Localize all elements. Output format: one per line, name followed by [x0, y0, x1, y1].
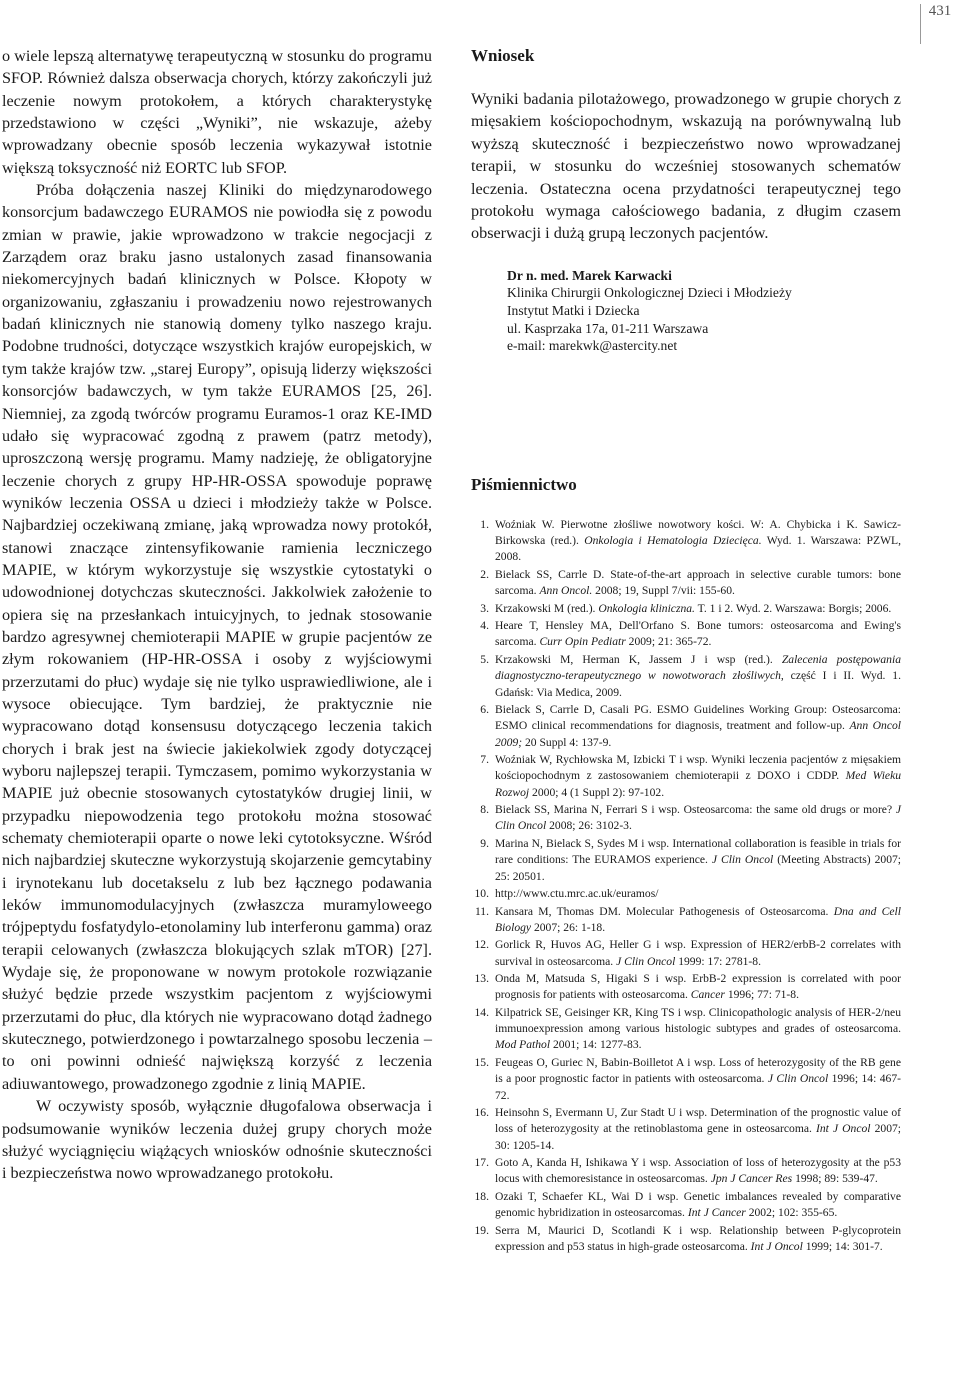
reference-details: 1999: 17: 2781-8. [675, 954, 761, 968]
reference-authors-title: Serra M, Maurici D, Scotlandi K i wsp. Relationship between P-glycoprotein expression and p53 status in high-grade osteosarcoma. [495, 1223, 901, 1253]
reference-text [495, 1224, 901, 1253]
reference-text [495, 1190, 901, 1219]
reference-item [471, 836, 901, 885]
author-address: ul. Kasprzaka 17a, 01-211 Warszawa [507, 320, 709, 336]
references-heading: Piśmiennictwo [471, 474, 577, 494]
reference-text [495, 837, 901, 883]
author-affiliation: Klinika Chirurgii Onkologicznej Dzieci i Młodzieży [507, 285, 792, 301]
reference-details: 1998; 89: 539-47. [792, 1172, 878, 1186]
body-paragraph: o wiele lepszą alternatywę terapeutyczną w stosunku do programu SFOP. Również dalsza obserwacja chorych, którzy zakończyli już leczenie nowym protokołem, a których charakterystykę przedstawiono w części „Wyniki”, nie wskazuje, ażeby wprowadzany obecnie sposób leczenia wykazywał istotnie większą toksyczność niż EORTC lub SFOP. [2, 47, 432, 177]
reference-details: 2001; 14: 1277-83. [550, 1038, 642, 1052]
reference-authors-title: Ozaki T, Schaefer KL, Wai D i wsp. Genetic imbalances revealed by comparative genomic hybridization in osteosarcomas. [495, 1189, 901, 1220]
reference-text [495, 602, 891, 615]
reference-number: 9. [480, 836, 489, 850]
reference-item [471, 752, 901, 801]
reference-number: 11. [474, 904, 489, 918]
reference-details: 2008; 26: 3102-3. [546, 819, 632, 833]
author-name: Dr n. med. Marek Karwacki [507, 267, 672, 283]
reference-number: 4. [480, 619, 489, 633]
reference-text [495, 1106, 901, 1152]
reference-journal: Curr Opin Pediatr [539, 635, 626, 649]
author-email: e-mail: marekwk@astercity.net [507, 338, 678, 354]
reference-authors-title: Goto A, Kanda H, Ishikawa Y i wsp. Association of loss of heterozygosity at the p53 locus with chemoresistance in osteosarcomas. [495, 1156, 901, 1186]
reference-text [495, 938, 901, 967]
reference-details: 20 Suppl 4: 137-9. [522, 735, 612, 749]
reference-journal: Ann Oncol 2009; [495, 719, 901, 749]
reference-journal: J Clin Oncol [711, 853, 774, 867]
reference-authors-title: Bielack S, Carrle D, Casali PG. ESMO Guidelines Working Group: Osteosarcoma: ESMO clinical recommendations for diagnosis, treatment and follow-up. [495, 703, 901, 733]
reference-details: 1996; 77: 71-8. [724, 988, 799, 1002]
reference-details: (Meeting Abstracts) 2007; 25: 20501. [495, 853, 902, 883]
reference-journal: Zalecenia postępowania diagnostyczno-terapeutycznego w nowotworach złośliwych, [495, 652, 902, 683]
right-column [471, 46, 901, 1256]
reference-journal: Med Wieku Rozwoj [495, 769, 902, 799]
reference-text [495, 518, 901, 564]
reference-journal: Jpn J Cancer Res [710, 1172, 793, 1186]
reference-number: 15. [474, 1055, 489, 1069]
reference-journal: Int J Oncol [750, 1239, 803, 1253]
reference-authors-title: Gorlick R, Huvos AG, Heller G i wsp. Expression of HER2/erbB-2 correlates with survival in osteosarcoma. [495, 938, 901, 968]
reference-item [471, 1105, 901, 1154]
reference-journal: J Clin Oncol [767, 1072, 829, 1086]
reference-journal: Int J Oncol [816, 1122, 871, 1136]
body-paragraph: W oczywisty sposób, wyłącznie długofalowa obserwacja i podsumowanie wyników leczenia dużej grupy chorych może służyć wyciągnięciu wiążących wniosków odnośnie skuteczności i bezpieczeństwa nowo wprowadzanego protokołu. [2, 1097, 432, 1183]
reference-authors-title: Krzakowski M, Herman K, Jassem J i wsp (red.). [495, 652, 782, 666]
reference-number: 17. [474, 1156, 489, 1170]
reference-number: 12. [474, 938, 489, 952]
reference-authors-title: Woźniak W. Pierwotne złośliwe nowotwory kości. W: A. Chybicka i K. Sawicz-Birkowska (red.). [495, 517, 901, 548]
reference-authors-title: Feugeas O, Guriec N, Babin-Boilletot A i wsp. Loss of heterozygosity of the RB gene is a poor prognostic factor in patients with osteosarcoma. [495, 1055, 901, 1086]
reference-number: 13. [474, 972, 489, 986]
reference-journal: J Clin Oncol [495, 803, 901, 833]
reference-item [471, 971, 901, 1004]
author-block [471, 267, 901, 355]
reference-item [471, 904, 901, 937]
reference-text [495, 905, 901, 934]
author-institute: Instytut Matki i Dziecka [507, 303, 640, 319]
reference-item [471, 618, 901, 651]
reference-journal: Cancer [690, 988, 725, 1002]
reference-item [471, 1155, 901, 1188]
reference-authors-title: Kansara M, Thomas DM. Molecular Pathogenesis of Osteosarcoma. [495, 904, 834, 918]
reference-journal: Ann Oncol. [539, 584, 593, 598]
reference-item [471, 652, 901, 701]
reference-authors-title: Marina N, Bielack S, Sydes M i wsp. International collaboration is feasible in trials for rare conditions: The EURAMOS experience. [495, 836, 901, 867]
reference-item [471, 702, 901, 751]
reference-number: 16. [474, 1106, 489, 1120]
reference-number: 2. [480, 567, 489, 581]
reference-number: 14. [474, 1005, 489, 1019]
reference-journal: Dna and Cell Biology [495, 904, 901, 934]
reference-item [471, 802, 901, 835]
reference-text [495, 753, 901, 799]
reference-item [471, 601, 901, 617]
reference-journal: Onkologia i Hematologia Dziecięca. [584, 534, 762, 548]
reference-number: 18. [474, 1189, 489, 1203]
reference-number: 5. [480, 652, 489, 666]
reference-text [495, 653, 901, 699]
reference-item [471, 1005, 901, 1054]
reference-text [495, 803, 901, 832]
reference-number: 19. [474, 1223, 489, 1237]
reference-details: 2007; 26: 1-18. [531, 920, 606, 934]
reference-authors-title: Bielack SS, Marina N, Ferrari S i wsp. Osteosarcoma: the same old drugs or more? [495, 803, 896, 817]
reference-item [471, 1223, 901, 1256]
reference-number: 7. [480, 753, 489, 767]
reference-journal: Mod Pathol [495, 1038, 551, 1052]
reference-item [471, 886, 901, 902]
reference-authors-title: Woźniak W, Rychłowska M, Izbicki T i wsp. Wyniki leczenia pacjentów z mięsakiem kościopochodnym z zastosowaniem chemioterapii z DOXO i CDDP. [495, 753, 901, 783]
conclusion-text: Wyniki badania pilotażowego, prowadzonego w grupie chorych z mięsakiem kościopochodnym, wskazują na porównywalną lub wyższą skuteczność i bezpieczeństwo nowo wprowadzanej terapii, w stosunku do wcześniej stosowanych schematów leczenia. Ostateczna ocena przydatności terapeutycznej tego protokołu wymaga całościowego badania, z długim czasem obserwacji i dużą grupą leczonych pacjentów. [471, 90, 901, 243]
reference-text [495, 1006, 901, 1052]
reference-authors-title: Heinsohn S, Evermann U, Zur Stadt U i wsp. Determination of the prognostic value of loss of heterozygosity at the retinoblastoma gene in osteosarcoma. [495, 1106, 901, 1136]
reference-number: 3. [480, 601, 489, 615]
reference-number: 8. [480, 803, 489, 817]
reference-item [471, 567, 901, 600]
reference-details: 1996; 14: 467-72. [495, 1072, 902, 1102]
left-column [2, 45, 432, 1185]
reference-journal: J Clin Oncol [616, 954, 676, 968]
reference-text [495, 972, 901, 1001]
reference-authors-title: Kilpatrick SE, Geisinger KR, King TS i wsp. Clinicopathologic analysis of HER-2/neu immunoexpression among various histologic subtypes and grades of osteosarcoma. [495, 1005, 901, 1036]
reference-number: 1. [480, 517, 489, 531]
reference-details: 2008; 19, Suppl 7/vii: 155-60. [592, 584, 735, 598]
reference-details: T. 1 i 2. Wyd. 2. Warszawa: Borgis; 2006. [694, 601, 892, 615]
body-paragraph: Próba dołączenia naszej Kliniki do międzynarodowego konsorcjum badawczego EURAMOS nie powiodła się z powodu zmian w prawie, jakie wprowadzono w trakcie negocjacji z Zarządem oraz braku jasno ustalonych zasad finansowania niekomercyjnych badań klinicznych w Polsce. Kłopoty w organizowaniu, zgłaszaniu i prowadzeniu nowo rejestrowanych badań klinicznych nie stanowią domeny tylko naszego kraju. Podobne trudności, dotyczące wszystkich krajów europejskich, w tym także krajów tzw. „starej Europy”, opisują liderzy większości konsorcjów badawczych, w tym także EURAMOS [25, 26]. Niemniej, za zgodą twórców programu Euramos-1 oraz KE-IMD udało się wypracować zgodną z prawem (patrz metody), uproszczoną wersję programu. Mamy nadzieję, że obligatoryjne leczenie chorych z grupy HP-HR-OSSA spowoduje poprawę wyników leczenia OSSA u dzieci i młodzieży także w Polsce. Najbardziej oczekiwaną zmianę, jaką wprowadza nowy protokół, stanowi znaczące zintensyfikowanie ramienia leczniczego MAPIE, w którym wykorzystuje się wszystkie cytostatyki o udowodnionej dotychczas skuteczności. Jakkolwiek założenie to opiera się na przesłankach intuicyjnych, to jednak stosowanie bardzo agresywnej chemioterapii MAPIE w grupie pacjentów ze złym rokowaniem (HP-HR-OSSA i osoby z wyjściowymi przerzutami do płuc) wydaje się nie tylko usprawiedliwione, ale i wysoce obiecujące. Tym bardziej, że praktycznie nie wypracowano dotąd konsensusu dotyczącego leczenia takich chorych i brak jest na świecie jakiekolwiek zgody dotyczącej wyboru najlepszej terapii. Tymczasem, pomimo wykorzystania w MAPIE już obecnie stosowanych cytostatyków drugiej linii, w przypadku niepowodzenia tego protokołu można stosować schematy chemioterapii oparte o nowe leki cytotoksyczne. Wśród nich najbardziej skuteczne wykorzystują skojarzenie gemcytabiny i irynotekanu lub docetakselu z lub bez łącznego podawania leków immunomodulacyjnych (zwłaszcza muramyloweego trójpeptydu fosfatydylo-etonolaminy lub interferonu gamma) oraz terapii celowanych (zwłaszcza blokujących szlak mTOR) [27]. Wydaje się, że proponowane w nowym protokole rozwiązanie służyć będzie przede wszystkim pacjentom z wyjściowymi przerzutami do płuc, dla których nie wypracowano dotąd żadnego skutecznego, potwierdzonego i powtarzalnego sposobu leczenia – to oni powinni odnieść największą korzyść z leczenia adiuwantowego, prowadzonego zgodnie z linią MAPIE. [2, 181, 432, 1093]
reference-authors-title: http://www.ctu.mrc.ac.uk/euramos/ [495, 887, 659, 901]
reference-details: 1999; 14: 301-7. [802, 1239, 883, 1253]
conclusion-heading: Wniosek [471, 46, 535, 65]
reference-item [471, 937, 901, 970]
reference-text [495, 1156, 901, 1185]
reference-details: 2002; 102: 355-65. [745, 1206, 838, 1220]
page-number: 431 [928, 3, 952, 19]
reference-details: Wyd. 1. Warszawa: PZWL, 2008. [495, 534, 901, 564]
reference-authors-title: Onda M, Matsuda S, Higaki S i wsp. ErbB-2 expression is correlated with poor prognosis for patients with osteosarcoma. [495, 972, 901, 1002]
reference-number: 6. [480, 703, 489, 717]
reference-authors-title: Krzakowski M (red.). [495, 601, 599, 615]
reference-journal: Int J Cancer [687, 1206, 746, 1220]
reference-details: 2007; 30: 1205-14. [495, 1122, 902, 1152]
reference-text [495, 703, 901, 749]
reference-details: część I i II. Wyd. 1. Gdańsk: Via Medica, 2009. [495, 669, 901, 699]
reference-text [495, 568, 901, 597]
reference-number: 10. [474, 887, 489, 901]
reference-item [471, 1189, 901, 1222]
reference-authors-title: Bielack SS, Carrle D. State-of-the-art approach in selective curable tumors: bone sarcoma. [495, 567, 901, 598]
reference-journal: Onkologia kliniczna. [598, 601, 695, 615]
reference-item [471, 517, 901, 566]
reference-item [471, 1055, 901, 1104]
reference-details: 2000; 4 (1 Suppl 2): 97-102. [529, 785, 665, 799]
references-list [471, 517, 901, 1255]
reference-text [495, 887, 658, 900]
reference-authors-title: Heare T, Hensley MA, Dell'Orfano S. Bone tumors: osteosarcoma and Ewing's sarcoma. [495, 619, 901, 649]
reference-details: 2009; 21: 365-72. [625, 635, 712, 649]
reference-text [495, 1056, 901, 1102]
reference-text [495, 619, 901, 648]
